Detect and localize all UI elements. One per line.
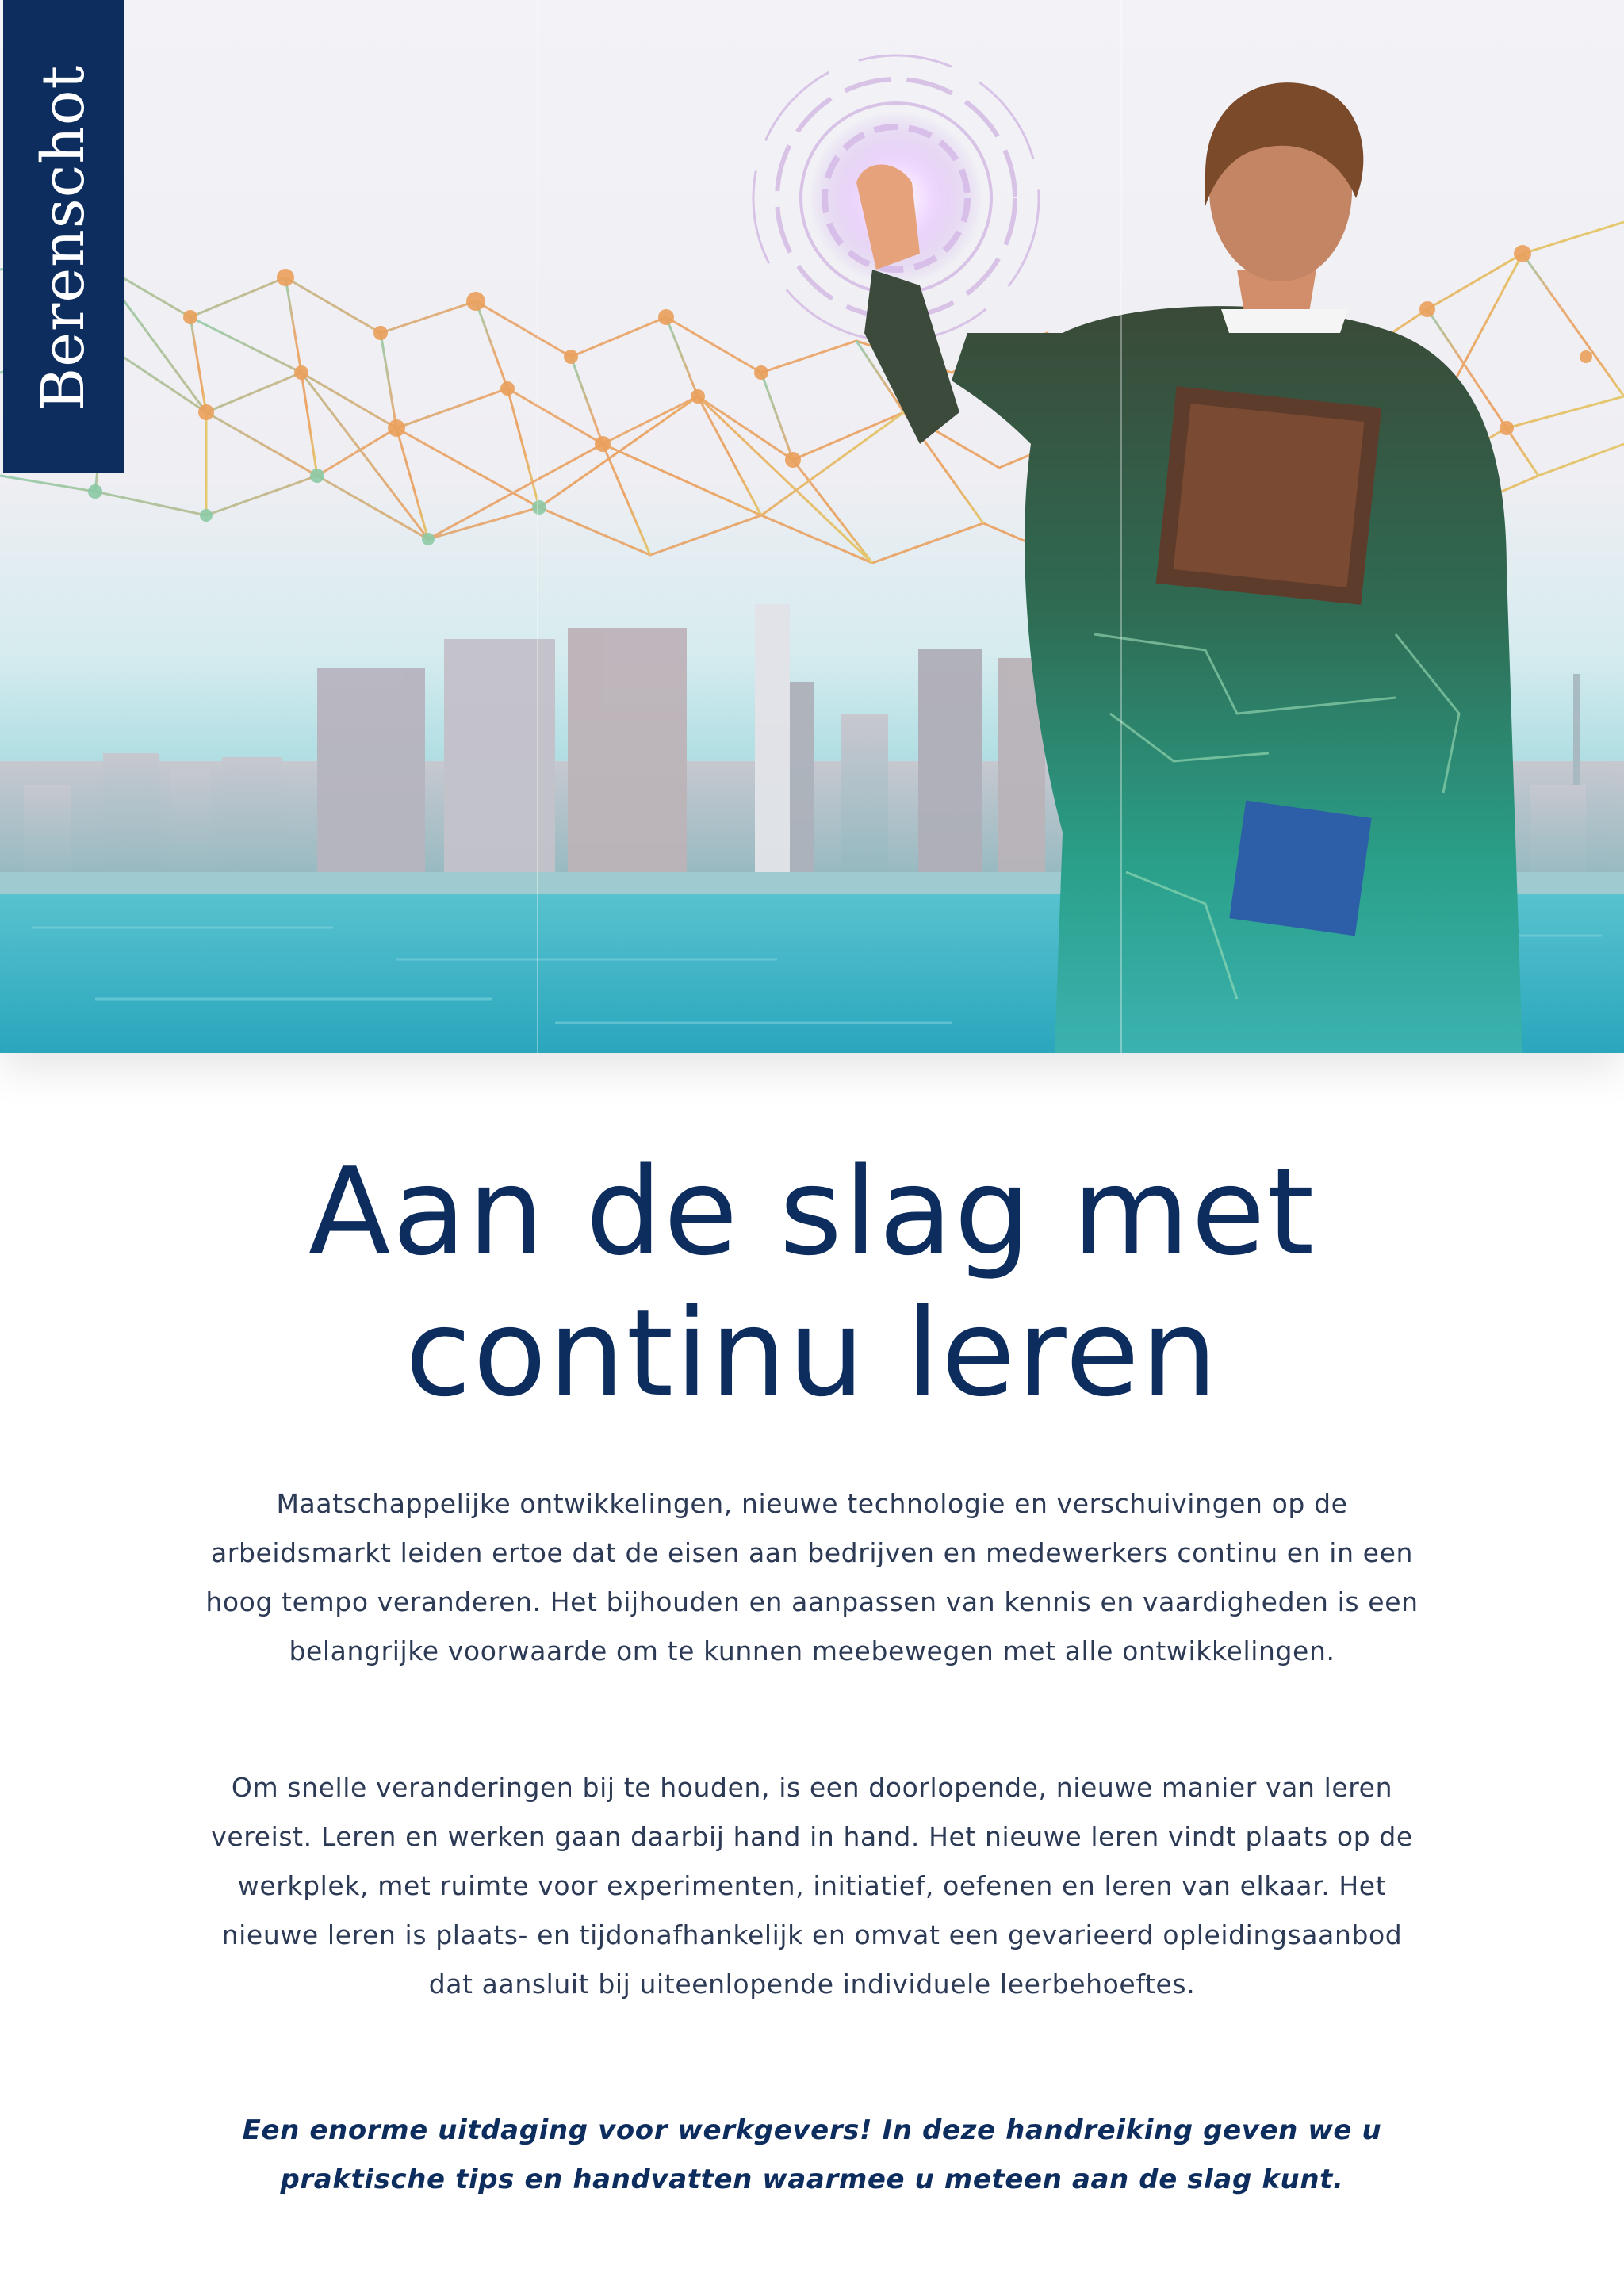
title-line-1: Aan de slag met: [308, 1142, 1316, 1282]
intro-paragraph-1: Maatschappelijke ontwikkelingen, nieuwe technologie en verschuivingen op de arbeidsmarkt leiden ertoe dat de eisen aan bedrijven en medewerkers continu en in een hoog tempo veranderen. Het bijhouden en aanpassen van kennis en vaardigheden is een belangrijke voorwaarde om te kunnen meebewegen met alle ontwikkelingen.: [205, 1488, 1419, 1667]
title-line-2: continu leren: [404, 1283, 1220, 1423]
closing-statement: Een enorme uitdaging voor werkgevers! In deze handreiking geven we u praktische tips en handvatten waarmee u meteen aan de slag kunt.: [242, 2114, 1382, 2195]
hero-illustration: [0, 0, 1624, 1053]
brand-logo-text: Berenschot: [29, 64, 98, 411]
brand-tab: [3, 0, 124, 473]
intro-paragraph-2: Om snelle veranderingen bij te houden, is een doorlopende, nieuwe manier van leren vereist. Leren en werken gaan daarbij hand in hand. Het nieuwe leren vindt plaats op de werkplek, met ruimte voor experimenten, initiatief, oefenen en leren van elkaar. Het nieuwe leren is plaats- en tijdonafhankelijk en omvat een gevarieerd opleidingsaanbod dat aansluit bij uiteenlopende individuele leerbehoeftes.: [211, 1772, 1413, 1999]
page-title: [0, 1142, 1624, 1424]
hero-image: [0, 0, 1624, 1053]
